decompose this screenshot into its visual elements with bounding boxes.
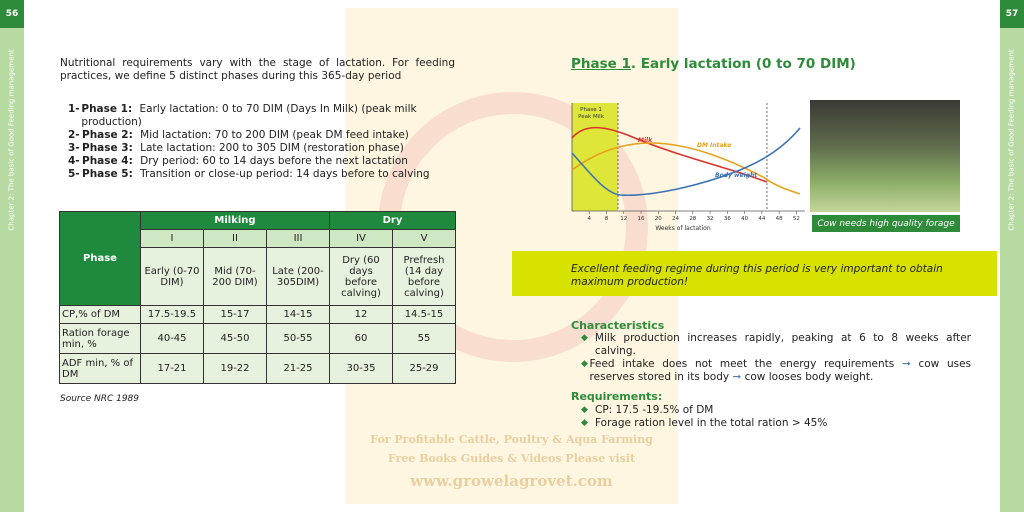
table-cell: 50-55 — [267, 324, 330, 354]
list-item: ◆ Forage ration level in the total ration > 45% — [581, 417, 828, 429]
bullet-icon: ◆ — [581, 405, 588, 415]
x-tick-label: 48 — [775, 216, 783, 222]
table-cell: 17-21 — [141, 354, 204, 384]
table-cell: 60 — [330, 324, 393, 354]
x-tick-label: 44 — [758, 216, 766, 222]
roman-cell: V — [393, 230, 456, 248]
source-note: Source NRC 1989 — [60, 394, 140, 404]
stage-cell: Mid (70-200 DIM) — [204, 248, 267, 306]
stage-cell: Late (200-305DIM) — [267, 248, 330, 306]
table-cell: 14-15 — [267, 306, 330, 324]
x-tick-label: 12 — [620, 216, 628, 222]
cow-photo — [810, 100, 960, 212]
characteristics-title: Characteristics — [571, 319, 665, 332]
x-tick-label: 28 — [689, 216, 697, 222]
phase-list — [68, 103, 463, 181]
table-row — [60, 306, 456, 324]
phase-title: Phase 1. Early lactation (0 to 70 DIM) — [571, 56, 856, 72]
table-cell: 30-35 — [330, 354, 393, 384]
nutrition-table — [59, 211, 456, 384]
bullet-icon: ◆ — [581, 359, 588, 369]
table-cell: 14.5-15 — [393, 306, 456, 324]
phase-header: Phase — [60, 212, 141, 306]
dm-intake-label: DM Intake — [697, 142, 732, 149]
chapter-label-left: Chapter 2: The basic of Good Feeding management — [8, 49, 17, 231]
watermark-line-1: For Profitable Cattle, Poultry & Aqua Farming — [370, 433, 653, 446]
requirements-list — [581, 404, 971, 430]
table-cell: 19-22 — [204, 354, 267, 384]
roman-cell: I — [141, 230, 204, 248]
milking-header: Milking — [141, 212, 330, 230]
phase-item: 5- Phase 5: Transition or close-up period: 14 days before to calving — [68, 168, 430, 180]
table-cell: 15-17 — [204, 306, 267, 324]
x-tick-label: 8 — [604, 216, 609, 222]
phase-item: 3- Phase 3: Late lactation: 200 to 305 DIM (restoration phase) — [68, 142, 404, 154]
phase-item: 2- Phase 2: Mid lactation: 70 to 200 DIM (peak DM feed intake) — [68, 129, 409, 141]
roman-cell: II — [204, 230, 267, 248]
arrow-right-icon: ➞ — [732, 371, 742, 383]
characteristics-list — [581, 332, 971, 384]
roman-cell: IV — [330, 230, 393, 248]
table-cell: 45-50 — [204, 324, 267, 354]
x-tick-label: 32 — [706, 216, 714, 222]
list-item: ◆ Milk production increases rapidly, peaking at 6 to 8 weeks after calving. — [581, 332, 971, 357]
table-cell: 17.5-19.5 — [141, 306, 204, 324]
table-cell: 12 — [330, 306, 393, 324]
row-label: CP,% of DM — [60, 306, 141, 324]
x-tick-label: 4 — [587, 216, 592, 222]
x-tick-label: 40 — [741, 216, 749, 222]
x-tick-label: 20 — [654, 216, 662, 222]
x-tick-label: 16 — [637, 216, 645, 222]
x-axis-label: Weeks of lactation — [655, 225, 711, 232]
peak-milk-label: Peak Milk — [578, 114, 604, 120]
phase1-label: Phase 1 — [580, 107, 602, 113]
roman-cell: III — [267, 230, 330, 248]
row-label: ADF min, % of DM — [60, 354, 141, 384]
row-label: Ration forage min, % — [60, 324, 141, 354]
table-row — [60, 324, 456, 354]
watermark-line-3: www.growelagrovet.com — [410, 472, 613, 490]
phase-item: 1- Phase 1: Early lactation: 0 to 70 DIM (Days In Milk) (peak milk production) — [68, 103, 417, 128]
dry-header: Dry — [330, 212, 456, 230]
lactation-chart — [560, 98, 810, 233]
stage-cell: Dry (60 days before calving) — [330, 248, 393, 306]
phase-item: 4- Phase 4: Dry period: 60 to 14 days before the next lactation — [68, 155, 408, 167]
table-row — [60, 354, 456, 384]
x-tick-label: 52 — [792, 216, 800, 222]
banner-text: Excellent feeding regime during this period is very important to obtain maximum production! — [571, 263, 943, 288]
table-cell: 21-25 — [267, 354, 330, 384]
list-item: ◆ Feed intake does not meet the energy requirements ➞ cow uses reserves stored in its body ➞ cow looses body weight. — [581, 358, 972, 383]
table-cell: 40-45 — [141, 324, 204, 354]
body-weight-label: Body weight — [715, 172, 758, 179]
stage-cell: Prefresh (14 day before calving) — [393, 248, 456, 306]
chapter-label-right: Chapter 2: The basic of Good Feeding management — [1008, 49, 1017, 231]
x-tick-label: 36 — [723, 216, 731, 222]
bullet-icon: ◆ — [581, 333, 588, 343]
table-cell: 55 — [393, 324, 456, 354]
photo-caption: Cow needs high quality forage — [812, 215, 960, 232]
list-item: ◆ CP: 17.5 -19.5% of DM — [581, 404, 714, 416]
arrow-right-icon: ➞ — [901, 358, 911, 370]
table-cell: 25-29 — [393, 354, 456, 384]
x-tick-label: 24 — [672, 216, 680, 222]
x-tick-group — [588, 211, 800, 222]
page-number-left: 56 — [0, 0, 24, 28]
intro-paragraph: Nutritional requirements vary with the stage of lactation. For feeding practices, we define 5 distinct phases during this 365-day period — [60, 57, 455, 82]
page-number-right: 57 — [1000, 0, 1024, 28]
requirements-title: Requirements: — [571, 390, 663, 403]
stage-cell: Early (0-70 DIM) — [141, 248, 204, 306]
milk-label: Milk — [638, 137, 653, 144]
watermark-line-2: Free Books Guides & Videos Please visit — [387, 452, 636, 465]
bullet-icon: ◆ — [581, 418, 588, 428]
